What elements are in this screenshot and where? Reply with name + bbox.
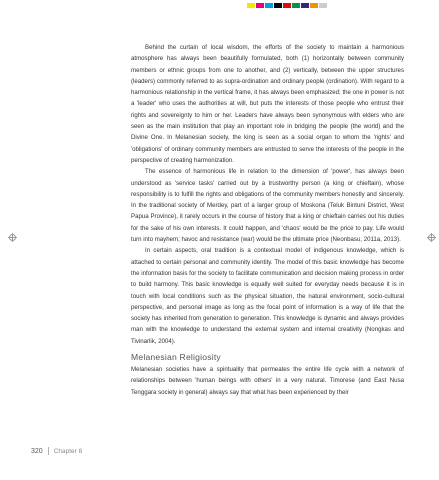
paragraph: Behind the curtain of local wisdom, the efforts of the society to maintain a harmonious atmosphere has always been beautifully formulated, both (1) horizontally between community members or ethnic groups from one to another, and (2) vertically, between the upper structures (leaders) commonly referred to as supra-ordination and ordinary people (ordination). With regard to a harmonious relationship in the vertical frame, it has always been emphasized; the one in power is not a 'leader' who uses the authorities at will, but puts the interests of those people who entrust their rights and sovereignty to him or her. Leaders have always been synonymous with elders who are seen as the main institution that play an important role in bridging the people (the world) and the Divine One. In Melanesian society, the king is seen as a social organ to whom the 'rights' and 'obligations' of ordinary community members are entrusted to serve the interests of the people in the perspective of creating harmonization. xyxy=(131,44,404,164)
chapter-label: Chapter 8 xyxy=(53,447,83,455)
color-swatch xyxy=(274,3,282,8)
color-swatch xyxy=(310,3,318,8)
registration-mark-icon xyxy=(8,233,17,242)
paragraph: The essence of harmonious life in relation to the dimension of 'power', has always been understood as 'service tasks' carried out by a trustworthy person (a king or chieftain), whose responsibility is to fulfill the rights and obligations of the community members honestly and sincerely. In the traditional society of Merdey, part of a larger group of Moskona (Teluk Bintuni District, West Papua Province), it rarely occurs in the course of history that a king or chieftain carries out his duties for the sake of his own interests. It could happen, and 'chaos' would be the price to pay. Life would turn into mayhem; havoc and resistance (war) would be the ultimate price (Neonbasu, 2011a, 2013). xyxy=(131,168,404,244)
footer-divider xyxy=(48,447,49,455)
color-swatch xyxy=(247,3,255,8)
color-swatch xyxy=(256,3,264,8)
color-swatch xyxy=(292,3,300,8)
color-swatch xyxy=(319,3,327,8)
color-swatch xyxy=(265,3,273,8)
body-text xyxy=(131,42,404,398)
color-swatch xyxy=(301,3,309,8)
registration-color-bar xyxy=(247,3,328,8)
page-footer xyxy=(31,447,82,455)
registration-mark-icon xyxy=(427,233,436,242)
section-heading: Melanesian Religiosity xyxy=(131,352,221,363)
color-swatch xyxy=(283,3,291,8)
paragraph: Melanesian societies have a spirituality that permeates the entire life cycle with a network of relationships between 'human beings with others' in a very natural. Timorese (and East Nusa Tenggara society in general) always say that what has been experienced by their xyxy=(131,366,404,396)
paragraph: In certain aspects, oral tradition is a contextual model of indigenous knowledge, which is attached to certain personal and community identity. The model of this basic knowledge has become the information basis for the society to facilitate communication and decision making process in order to build harmony. This basic knowledge is equally well suited for everyday needs because it is in touch with local conditions such as the physical situation, the natural environment, socio-cultural perspective, and personal image as long as the focal point of information is a way of life that the society has inherited from generation to generation. This knowledge is dynamic and always provides man with the knowledge to understand the external system and internal creativity (Nongkas and Tivinarlik, 2004). xyxy=(131,247,404,345)
page-number: 320 xyxy=(31,447,43,455)
